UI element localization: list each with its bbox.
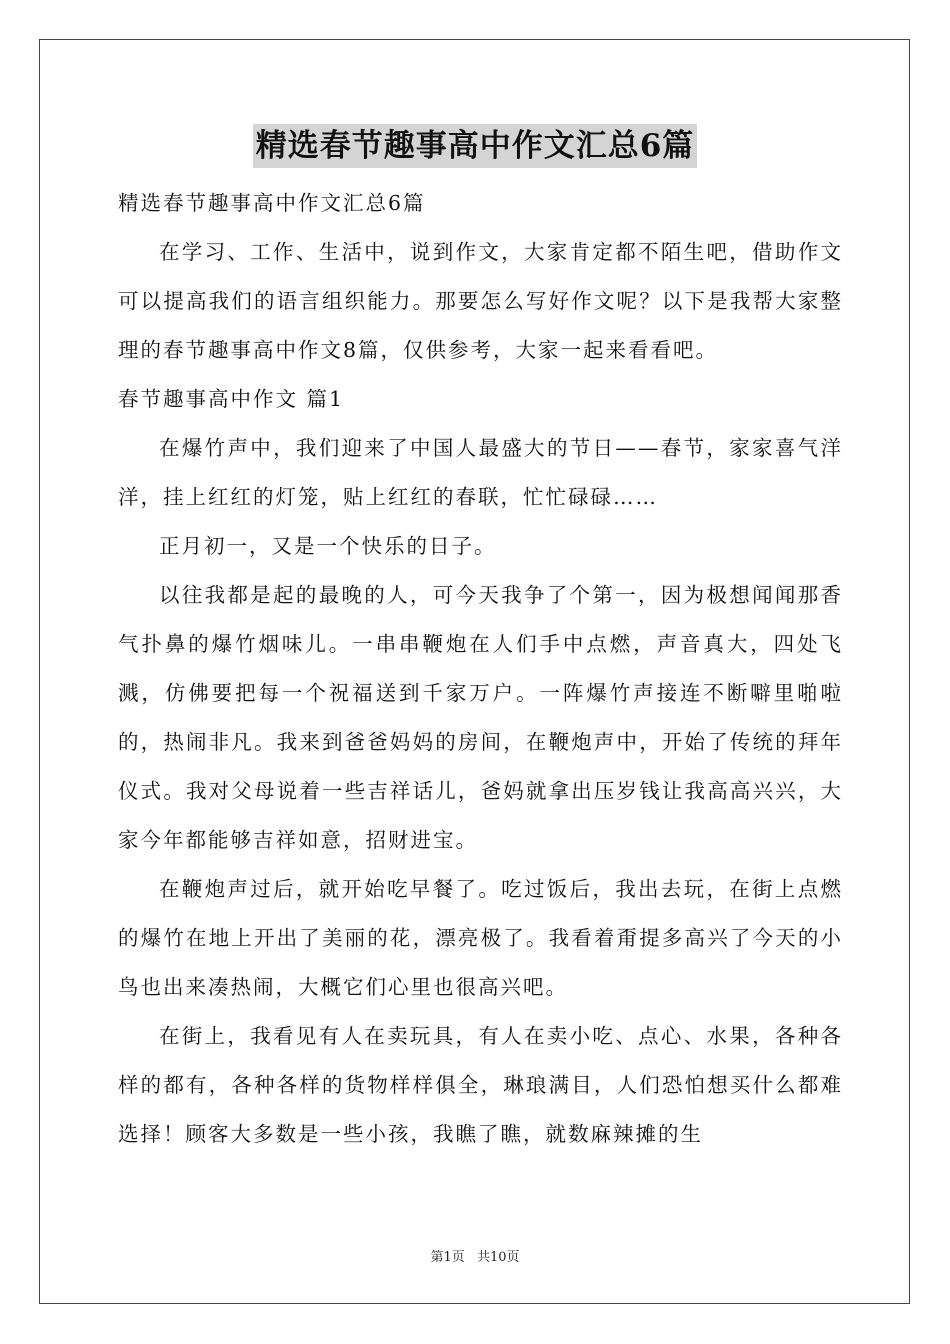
title-container [0, 124, 950, 168]
paragraph: 在爆竹声中，我们迎来了中国人最盛大的节日——春节，家家喜气洋洋，挂上红红的灯笼，贴上红红的春联，忙忙碌碌…… [118, 436, 843, 509]
page-number: 第1页 [430, 1250, 465, 1265]
paragraph: 以往我都是起的最晚的人，可今天我争了个第一，因为极想闻闻那香气扑鼻的爆竹烟味儿。一串串鞭炮在人们手中点燃，声音真大，四处飞溅，仿佛要把每一个祝福送到千家万户。一阵爆竹声接连不断噼里啪啦的，热闹非凡。我来到爸爸妈妈的房间，在鞭炮声中，开始了传统的拜年仪式。我对父母说着一些吉祥话儿，爸妈就拿出压岁钱让我高高兴兴，大家今年都能够吉祥如意，招财进宝。 [118, 583, 843, 852]
document-body [118, 179, 843, 1159]
page-total: 共10页 [476, 1250, 520, 1265]
document-subtitle: 精选春节趣事高中作文汇总6篇 [118, 191, 426, 215]
section-heading: 春节趣事高中作文 篇1 [118, 387, 345, 411]
paragraph: 正月初一，又是一个快乐的日子。 [159, 534, 497, 558]
paragraph: 在鞭炮声过后，就开始吃早餐了。吃过饭后，我出去玩，在街上点燃的爆竹在地上开出了美丽的花，漂亮极了。我看着甭提多高兴了今天的小鸟也出来凑热闹，大概它们心里也很高兴吧。 [118, 877, 843, 999]
document-title: 精选春节趣事高中作文汇总6篇 [253, 124, 698, 168]
page-footer [0, 1246, 950, 1265]
paragraph: 在学习、工作、生活中，说到作文，大家肯定都不陌生吧，借助作文可以提高我们的语言组织能力。那要怎么写好作文呢？以下是我帮大家整理的春节趣事高中作文8篇，仅供参考，大家一起来看看吧。 [118, 240, 843, 362]
paragraph: 在街上，我看见有人在卖玩具，有人在卖小吃、点心、水果，各种各样的都有，各种各样的货物样样俱全，琳琅满目，人们恐怕想买什么都难选择！顾客大多数是一些小孩，我瞧了瞧，就数麻辣摊的生 [118, 1024, 843, 1146]
